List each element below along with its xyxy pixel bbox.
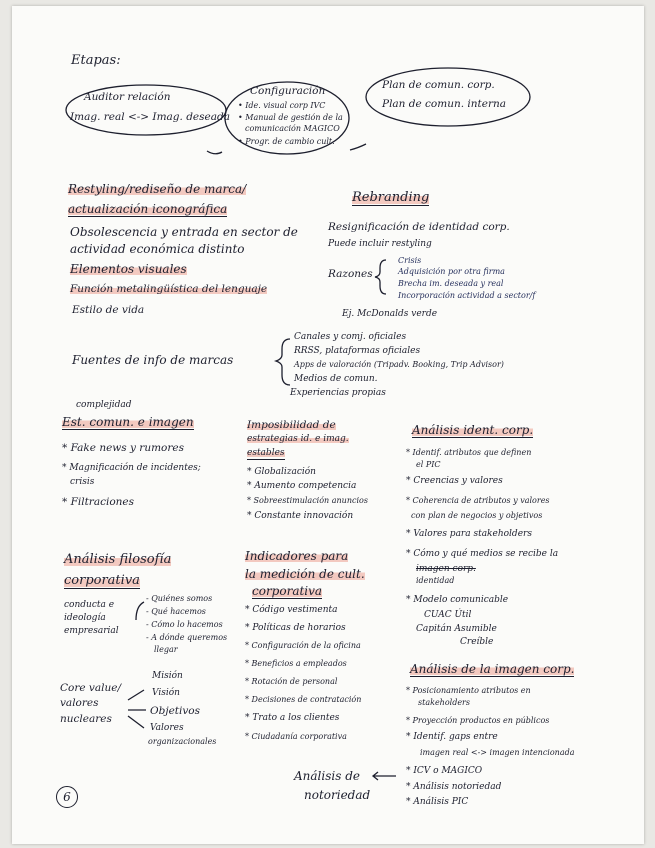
ident-item-10: * Modelo comunicable	[406, 595, 509, 605]
imagen-item-6: * ICV o MAGICO	[406, 766, 483, 776]
core-item-5: organizacionales	[148, 737, 217, 746]
rebranding-line-1: Resignificación de identidad corp.	[328, 221, 510, 233]
razon-4: Incorporación actividad a sector/f	[398, 291, 536, 300]
core-item-3: Objetivos	[150, 705, 201, 717]
complejidad-item-3: crisis	[70, 477, 95, 487]
imagen-item-2: stakeholders	[418, 698, 470, 707]
ident-item-13: Creíble	[460, 637, 494, 647]
filosofia-title-2: corporativa	[64, 573, 140, 588]
core-label-1: Core value/	[60, 682, 121, 694]
core-item-2: Visión	[152, 688, 180, 698]
ident-item-8: imagen corp.	[416, 564, 476, 574]
imagen-item-1: * Posicionamiento atributos en	[406, 686, 531, 695]
ident-item-2: el PIC	[416, 460, 441, 469]
filosofia-left-1: conducta e	[64, 600, 115, 610]
imposibilidad-item-4: * Constante innovación	[247, 511, 354, 521]
fuentes-item-4: Medios de comun.	[294, 374, 378, 384]
complejidad-item-4: * Filtraciones	[62, 496, 135, 508]
imagen-item-4: * Identif. gaps entre	[406, 732, 498, 742]
filosofia-item-2: - Qué hacemos	[146, 607, 206, 616]
indicadores-title-1: Indicadores para	[245, 549, 349, 563]
rebranding-example: Ej. McDonalds verde	[342, 309, 438, 319]
notoriedad-line-1: Análisis de	[294, 769, 360, 783]
ident-item-7: * Cómo y qué medios se recibe la	[406, 549, 559, 559]
razon-1: Crisis	[398, 256, 422, 265]
imagen-item-7: * Análisis notoriedad	[406, 782, 502, 792]
filosofia-brace	[136, 602, 144, 620]
page-number: 6	[63, 790, 71, 804]
restyling-line-1: Obsolescencia y entrada en sector de	[70, 225, 298, 239]
complejidad-title: Est. comun. e imagen	[62, 415, 194, 429]
restyling-title-2: actualización iconográfica	[68, 202, 228, 216]
ident-item-9: identidad	[416, 576, 455, 585]
indicador-item-5: * Rotación de personal	[245, 677, 338, 686]
ident-item-1: * Identif. atributos que definen	[406, 448, 532, 457]
plan-bubble	[366, 68, 530, 126]
analisis-ident-title: Análisis ident. corp.	[412, 423, 534, 437]
config-item-1: • Ide. visual corp IVC	[238, 101, 326, 110]
filosofia-item-4: - A dónde queremos	[146, 633, 228, 642]
notoriedad-arrow	[373, 772, 396, 780]
filosofia-item-3: - Cómo lo hacemos	[146, 620, 223, 629]
etapas-title: Etapas:	[71, 53, 121, 68]
indicador-item-3: * Configuración de la oficina	[245, 641, 361, 650]
fuentes-brace	[276, 339, 290, 385]
imposibilidad-item-3: * Sobreestimulación anuncios	[247, 496, 368, 505]
rebranding-title: Rebranding	[352, 190, 430, 205]
indicadores-title-2: la medición de cult.	[245, 567, 365, 581]
imagen-real-deseada: Imag. real <-> Imag. deseada	[70, 111, 230, 123]
restyling-line-5: Estilo de vida	[72, 304, 145, 316]
indicador-item-6: * Decisiones de contratación	[245, 695, 362, 704]
arrow-left-stroke	[207, 151, 222, 154]
indicadores-title-3: corporativa	[252, 584, 323, 598]
indicador-item-2: * Políticas de horarios	[245, 623, 346, 633]
config-item-4: • Progr. de cambio cult.	[238, 137, 335, 146]
razones-brace	[375, 260, 386, 294]
razon-2: Adquisición por otra firma	[398, 267, 505, 276]
imagen-item-3: * Proyección productos en públicos	[406, 716, 550, 725]
ident-item-3: * Creencias y valores	[406, 476, 503, 486]
core-item-4: Valores	[150, 723, 184, 733]
core-label-3: nucleares	[60, 713, 112, 725]
fuentes-item-1: Canales y comj. oficiales	[294, 332, 407, 342]
filosofia-left-2: ideología	[64, 613, 106, 623]
arrow-right-stroke	[350, 144, 366, 150]
filosofia-item-1: - Quiénes somos	[146, 594, 213, 603]
notoriedad-line-2: notoriedad	[304, 788, 371, 802]
indicador-item-7: * Trato a los clientes	[245, 713, 340, 723]
fuentes-item-5: Experiencias propias	[290, 388, 386, 398]
fuentes-item-3: Apps de valoración (Tripadv. Booking, Trip Advisor)	[294, 360, 504, 369]
rebranding-line-2: Puede incluir restyling	[328, 239, 432, 249]
plan-comun-corp: Plan de comun. corp.	[382, 79, 495, 91]
fuentes-label: Fuentes de info de marcas	[72, 353, 234, 367]
razon-3: Brecha im. deseada y real	[398, 279, 504, 288]
config-item-2: • Manual de gestión de la	[238, 113, 343, 122]
indicador-item-4: * Beneficios a empleados	[245, 659, 347, 668]
ident-item-11: CUAC Útil	[424, 610, 472, 620]
restyling-line-2: actividad económica distinto	[70, 242, 245, 256]
core-brace	[128, 690, 146, 728]
configuracion-title: Configuración	[250, 85, 326, 97]
config-item-3: comunicación MAGICO	[245, 124, 340, 133]
imposibilidad-item-1: * Globalización	[247, 467, 316, 477]
restyling-line-3: Elementos visuales	[70, 262, 187, 276]
core-item-1: Misión	[152, 671, 183, 681]
imposibilidad-item-2: * Aumento competencia	[247, 481, 357, 491]
ident-item-5: con plan de negocios y objetivos	[411, 511, 543, 520]
core-label-2: valores	[60, 697, 99, 709]
razones-label: Razones	[328, 268, 373, 280]
fuentes-item-2: RRSS, plataformas oficiales	[294, 346, 421, 356]
filosofia-item-5: llegar	[154, 645, 178, 654]
complejidad-label: complejidad	[76, 400, 132, 410]
analisis-imagen-title: Análisis de la imagen corp.	[410, 662, 575, 676]
restyling-line-4: Función metalingüística del lenguaje	[70, 283, 268, 295]
indicador-item-8: * Ciudadanía corporativa	[245, 732, 347, 741]
filosofia-left-3: empresarial	[64, 626, 119, 636]
imagen-item-8: * Análisis PIC	[406, 797, 469, 807]
restyling-title-1: Restyling/rediseño de marca/	[68, 182, 247, 196]
auditor-label: Auditor relación	[84, 91, 171, 103]
filosofia-title-1: Análisis filosofía	[64, 552, 172, 567]
imposibilidad-title-3: estables	[247, 448, 285, 458]
ident-item-6: * Valores para stakeholders	[406, 529, 532, 539]
indicador-item-1: * Código vestimenta	[245, 605, 338, 615]
imposibilidad-title-2: estrategias id. e imag.	[247, 434, 349, 444]
plan-comun-interna: Plan de comun. interna	[382, 98, 507, 110]
page-number-circle	[56, 786, 78, 808]
imposibilidad-title-1: Imposibilidad de	[247, 419, 336, 431]
ident-item-12: Capitán Asumible	[416, 624, 497, 634]
complejidad-item-1: * Fake news y rumores	[62, 442, 184, 454]
ident-item-4: * Coherencia de atributos y valores	[406, 496, 550, 505]
complejidad-item-2: * Magnificación de incidentes;	[62, 463, 201, 473]
imagen-item-5: imagen real <-> imagen intencionada	[420, 748, 575, 757]
